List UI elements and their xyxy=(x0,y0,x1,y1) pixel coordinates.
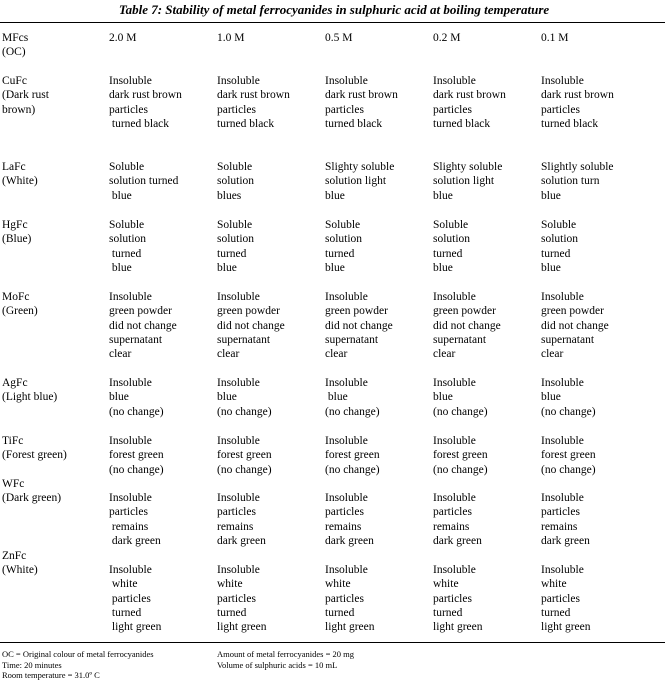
cell-cufc-0-1m: Insoluble dark rust brown particles turned black xyxy=(541,75,614,130)
header-conc-0-1m: 0.1 M xyxy=(541,32,569,44)
row-label-znfc: ZnFc (White) xyxy=(2,550,38,577)
row-label-agfc: AgFc (Light blue) xyxy=(2,377,58,404)
cell-lafc-0-2m: Slighty soluble solution light blue xyxy=(433,161,503,202)
cell-lafc-1-0m: Soluble solution blues xyxy=(217,161,255,202)
cell-mofc-2-0m: Insoluble green powder did not change supernatant clear xyxy=(109,291,177,361)
cell-wfc-0-5m: Insoluble particles remains dark green xyxy=(325,492,374,547)
cell-cufc-1-0m: Insoluble dark rust brown particles turned black xyxy=(217,75,290,130)
row-label-mofc: MoFc (Green) xyxy=(2,291,38,318)
cell-tifc-0-5m: Insoluble forest green (no change) xyxy=(325,435,380,476)
cell-lafc-0-5m: Slighty soluble solution light blue xyxy=(325,161,395,202)
cell-mofc-0-1m: Insoluble green powder did not change supernatant clear xyxy=(541,291,609,361)
cell-agfc-0-5m: Insoluble blue (no change) xyxy=(325,377,380,418)
header-conc-0-2m: 0.2 M xyxy=(433,32,461,44)
cell-znfc-0-2m: Insoluble white particles turned light green xyxy=(433,564,483,634)
cell-cufc-2-0m: Insoluble dark rust brown particles turned black xyxy=(109,75,182,130)
cell-wfc-1-0m: Insoluble particles remains dark green xyxy=(217,492,266,547)
cell-agfc-0-2m: Insoluble blue (no change) xyxy=(433,377,488,418)
cell-tifc-0-2m: Insoluble forest green (no change) xyxy=(433,435,488,476)
cell-mofc-1-0m: Insoluble green powder did not change supernatant clear xyxy=(217,291,285,361)
row-label-lafc: LaFc (White) xyxy=(2,161,38,188)
cell-lafc-0-1m: Slightly soluble solution turn blue xyxy=(541,161,614,202)
cell-agfc-0-1m: Insoluble blue (no change) xyxy=(541,377,596,418)
bottom-rule xyxy=(0,642,665,643)
cell-tifc-0-1m: Insoluble forest green (no change) xyxy=(541,435,596,476)
row-label-hgfc: HgFc (Blue) xyxy=(2,219,32,246)
cell-znfc-2-0m: Insoluble white particles turned light green xyxy=(109,564,162,634)
cell-znfc-1-0m: Insoluble white particles turned light green xyxy=(217,564,267,634)
cell-wfc-2-0m: Insoluble particles remains dark green xyxy=(109,492,161,547)
footnote-left: OC = Original colour of metal ferrocyanides Time: 20 minutes Room temperature = 31.0º C xyxy=(2,649,154,680)
cell-znfc-0-5m: Insoluble white particles turned light green xyxy=(325,564,375,634)
top-rule xyxy=(0,22,665,23)
cell-wfc-0-2m: Insoluble particles remains dark green xyxy=(433,492,482,547)
table-title: Table 7: Stability of metal ferrocyanides in sulphuric acid at boiling temperature xyxy=(118,2,550,17)
header-conc-2-0m: 2.0 M xyxy=(109,32,137,44)
header-conc-1-0m: 1.0 M xyxy=(217,32,245,44)
header-conc-0-5m: 0.5 M xyxy=(325,32,353,44)
cell-mofc-0-5m: Insoluble green powder did not change supernatant clear xyxy=(325,291,393,361)
cell-cufc-0-5m: Insoluble dark rust brown particles turned black xyxy=(325,75,398,130)
row-label-tifc: TiFc (Forest green) xyxy=(2,435,67,462)
cell-hgfc-0-1m: Soluble solution turned blue xyxy=(541,219,579,274)
cell-wfc-0-1m: Insoluble particles remains dark green xyxy=(541,492,590,547)
cell-tifc-2-0m: Insoluble forest green (no change) xyxy=(109,435,164,476)
row-label-cufc: CuFc (Dark rust brown) xyxy=(2,75,49,116)
cell-lafc-2-0m: Soluble solution turned blue xyxy=(109,161,179,202)
footnote-right: Amount of metal ferrocyanides = 20 mg Volume of sulphuric acids = 10 mL xyxy=(217,649,354,670)
cell-hgfc-1-0m: Soluble solution turned blue xyxy=(217,219,255,274)
cell-hgfc-0-5m: Soluble solution turned blue xyxy=(325,219,363,274)
header-mfcs-label: MFcs (OC) xyxy=(2,32,29,59)
cell-tifc-1-0m: Insoluble forest green (no change) xyxy=(217,435,272,476)
cell-agfc-1-0m: Insoluble blue (no change) xyxy=(217,377,272,418)
cell-cufc-0-2m: Insoluble dark rust brown particles turned black xyxy=(433,75,506,130)
cell-agfc-2-0m: Insoluble blue (no change) xyxy=(109,377,164,418)
cell-hgfc-2-0m: Soluble solution turned blue xyxy=(109,219,147,274)
cell-hgfc-0-2m: Soluble solution turned blue xyxy=(433,219,471,274)
cell-mofc-0-2m: Insoluble green powder did not change supernatant clear xyxy=(433,291,501,361)
cell-znfc-0-1m: Insoluble white particles turned light green xyxy=(541,564,591,634)
row-label-wfc: WFc (Dark green) xyxy=(2,478,62,505)
